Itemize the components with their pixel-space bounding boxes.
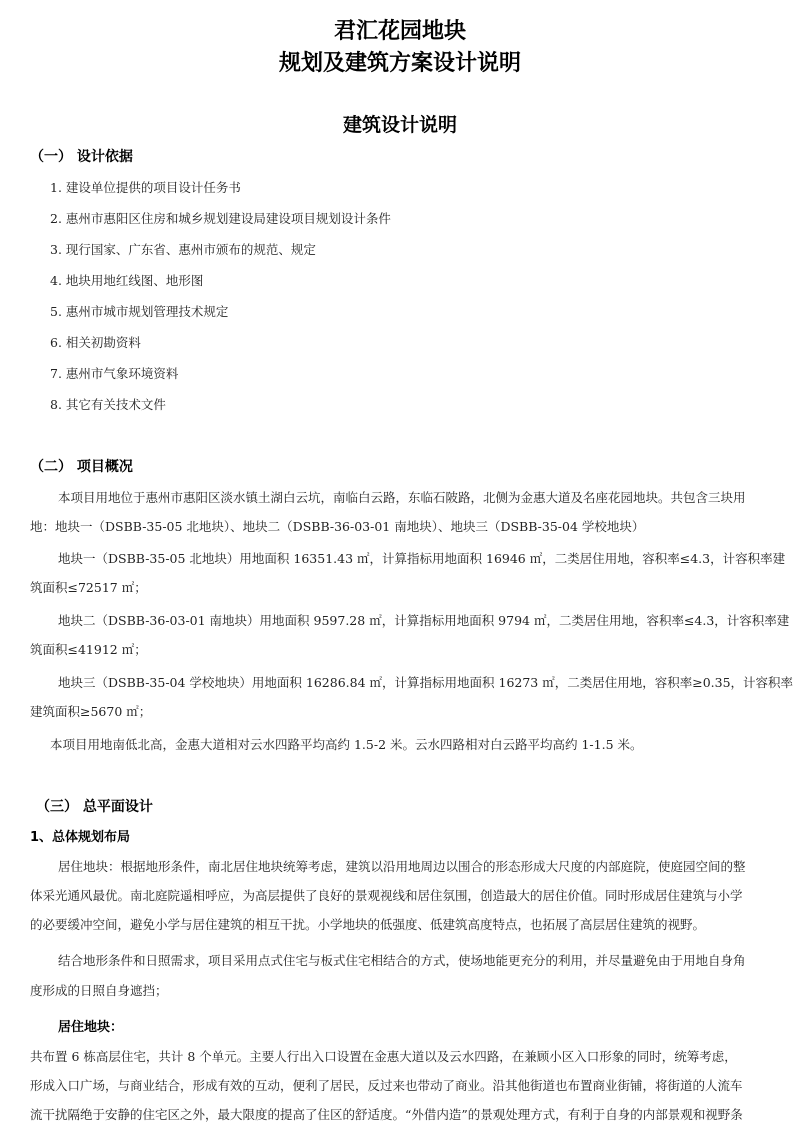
document-title: 君汇花园地块 [333,19,466,44]
list-item: 5. 惠州市城市规划管理技术规定 [50,304,229,319]
paragraph-line: 本项目用地位于惠州市惠阳区淡水镇土湖白云坑，南临白云路，东临石陂路，北侧为金惠大道及名座花园地块。共包含三块用 [58,490,746,505]
paragraph-line: 地块一（DSBB-35-05 北地块）用地面积 16351.43 ㎡，计算指标用地面积 16946 ㎡，二类居住用地，容积率≤4.3，计容积率建 [58,551,786,566]
document-subtitle: 建筑设计说明 [342,114,457,136]
paragraph-line: 地块二（DSBB-36-03-01 南地块）用地面积 9597.28 ㎡，计算指标用地面积 9794 ㎡，二类居住用地，容积率≤4.3，计容积率建 [58,613,790,628]
section-heading-design-basis: （一） 设计依据 [30,149,133,165]
section-heading-project-overview: （二） 项目概况 [30,459,133,475]
list-item: 2. 惠州市惠阳区住房和城乡规划建设局建设项目规划设计条件 [50,211,391,226]
paragraph-line: 结合地形条件和日照需求，项目采用点式住宅与板式住宅相结合的方式，使场地能更充分的利用，并尽量避免由于用地自身角 [58,953,746,968]
subsection-heading: 1、总体规划布局 [30,830,131,845]
paragraph-line: 筑面积≤72517 ㎡； [30,580,147,595]
list-item: 6. 相关初勘资料 [50,335,141,350]
paragraph-line: 地：地块一（DSBB-35-05 北地块）、地块二（DSBB-36-03-01 南地块）、地块三（DSBB-35-04 学校地块） [30,519,645,534]
list-item: 8. 其它有关技术文件 [50,397,166,412]
paragraph-line: 体采光通风最优。南北庭院遥相呼应，为高层提供了良好的景观视线和居住氛围，创造最大的居住价值。同时形成居住建筑与小学 [30,888,743,903]
paragraph-line: 建筑面积≥5670 ㎡； [30,704,152,719]
paragraph-line: 度形成的日照自身遮挡； [30,983,168,998]
paragraph-line: 共布置 6 栋高层住宅，共计 8 个单元。主要人行出入口设置在金惠大道以及云水四路，在兼顾小区入口形象的同时，统筹考虑， [30,1049,737,1064]
paragraph-line: 地块三（DSBB-35-04 学校地块）用地面积 16286.84 ㎡，计算指标用地面积 16273 ㎡，二类居住用地，容积率≥0.35，计容积率 [58,675,794,690]
list-item: 3. 现行国家、广东省、惠州市颁布的规范、规定 [50,242,316,257]
section-heading-master-plan: （三） 总平面设计 [36,799,153,815]
paragraph-line: 形成入口广场，与商业结合，形成有效的互动，便利了居民，反过来也带动了商业。沿其他街道也布置商业街铺，将街道的人流车 [30,1078,743,1093]
list-item: 7. 惠州市气象环境资料 [50,366,179,381]
paragraph-line: 筑面积≤41912 ㎡； [30,642,147,657]
paragraph-line: 的必要缓冲空间，避免小学与居住建筑的相互干扰。小学地块的低强度、低建筑高度特点，也拓展了高层居住建筑的视野。 [30,917,706,932]
paragraph-line: 本项目用地南低北高，金惠大道相对云水四路平均高约 1.5-2 米。云水四路相对白云路平均高约 1-1.5 米。 [50,737,643,752]
paragraph-subheading: 居住地块： [58,1020,124,1035]
list-item: 1. 建设单位提供的项目设计任务书 [50,180,241,195]
paragraph-line: 居住地块：根据地形条件，南北居住地块统筹考虑，建筑以沿用地周边以围合的形态形成大尺度的内部庭院，使庭园空间的整 [58,859,746,874]
document-title-line2: 规划及建筑方案设计说明 [278,51,521,76]
list-item: 4. 地块用地红线图、地形图 [50,273,204,288]
paragraph-line: 流干扰隔绝于安静的住宅区之外，最大限度的提高了住区的舒适度。“外借内造”的景观处理方式，有利于自身的内部景观和视野条 [30,1107,743,1122]
